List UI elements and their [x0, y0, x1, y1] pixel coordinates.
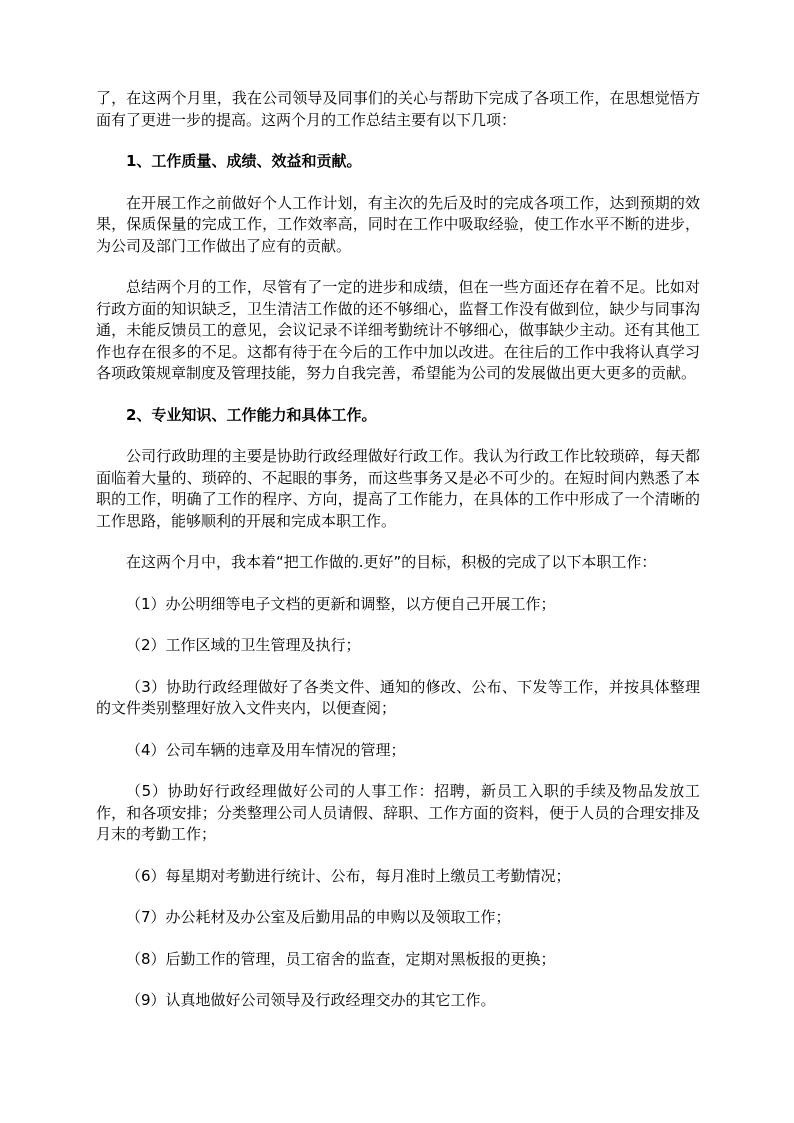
list-item-1: （1）办公明细等电子文档的更新和调整，以方便自己开展工作；: [126, 594, 556, 613]
list-item-3: （3）协助行政经理做好了各类文件、通知的修改、公布、下发等工作，并按具体整理的文件类别整理好放入文件夹内，以便查阅；: [96, 677, 700, 717]
document-page: [96, 88, 700, 1012]
list-item-7: （7）办公耗材及办公室及后勤用品的申购以及领取工作；: [126, 908, 511, 926]
section-heading-1: 1、工作质量、成绩、效益和贡献。: [126, 152, 362, 170]
paragraph-work-plan: 在开展工作之前做好个人工作计划，有主次的先后及时的完成各项工作，达到预期的效果，保质保量的完成工作，工作效率高，同时在工作中吸取经验，使工作水平不断的进步，为公司及部门工作做出了应有的贡献。: [96, 193, 700, 255]
section-heading-2: 2、专业知识、工作能力和具体工作。: [126, 405, 377, 424]
list-item-8: （8）后勤工作的管理，员工宿舍的监查，定期对黑板报的更换；: [126, 949, 556, 968]
list-item-6: （6）每星期对考勤进行统计、公布，每月准时上缴员工考勤情况；: [126, 866, 571, 885]
paragraph-summary: 总结两个月的工作，尽管有了一定的进步和成绩，但在一些方面还存在着不足。比如对行政方面的知识缺乏，卫生清洁工作做的还不够细心，监督工作没有做到位，缺少与同事沟通，未能反馈员工的意见，会议记录不详细考勤统计不够细心，做事缺少主动。还有其他工作也存在很多的不足。这都有待于在今后的工作中加以改进。在往后的工作中我将认真学习各项政策规章制度及管理技能，努力自我完善，希望能为公司的发展做出更大更多的贡献。: [96, 278, 700, 382]
paragraph-role: 公司行政助理的主要是协助行政经理做好行政工作。我认为行政工作比较琐碎，每天都面临着大量的、琐碎的、不起眼的事务，而这些事务又是必不可少的。在短时间内熟悉了本职的工作，明确了工作的程序、方向，提高了工作能力，在具体的工作中形成了一个清晰的工作思路，能够顺利的开展和完成本职工作。: [96, 447, 700, 530]
paragraph-intro: 了，在这两个月里，我在公司领导及同事们的关心与帮助下完成了各项工作，在思想觉悟方面有了更进一步的提高。这两个月的工作总结主要有以下几项：: [96, 89, 700, 129]
list-item-5: （5）协助好行政经理做好公司的人事工作：招聘，新员工入职的手续及物品发放工作，和各项安排；分类整理公司人员请假、辞职、工作方面的资料，便于人员的合理安排及月末的考勤工作；: [96, 782, 700, 843]
list-item-2: （2）工作区域的卫生管理及执行；: [126, 636, 361, 654]
paragraph-goal: 在这两个月中，我本着“把工作做的.更好”的目标，积极的完成了以下本职工作：: [126, 553, 657, 571]
list-item-4: （4）公司车辆的违章及用车情况的管理；: [126, 740, 406, 759]
list-item-9: （9）认真地做好公司领导及行政经理交办的其它工作。: [126, 991, 496, 1009]
